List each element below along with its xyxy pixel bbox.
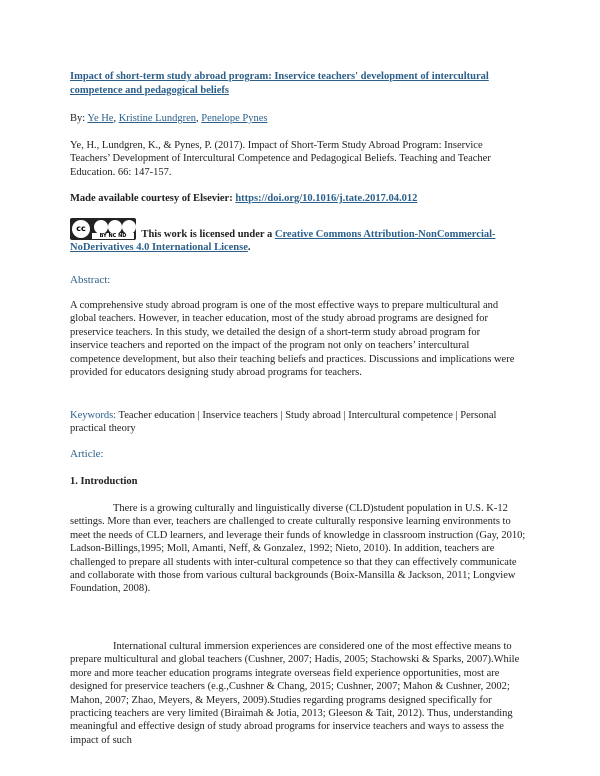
courtesy-text: Made available courtesy of Elsevier: <box>70 193 236 204</box>
section-title: 1. Introduction <box>70 476 138 487</box>
abstract-text: A comprehensive study abroad program is one of the most effective ways to prepare multicultural and global teachers. However, in teacher education, most of the study abroad programs are designed for preservice teachers. In this study, we detailed the design of a short-term study abroad program for inservice teachers and reported on the impact of the program not only on teachers’ intercultural competence development, but also their teaching beliefs and practices. Discussions and implications were provided for educators designing study abroad programs for teachers. <box>70 300 515 379</box>
license-statement <box>70 218 510 255</box>
doi-link[interactable]: https://doi.org/10.1016/j.tate.2017.04.012 <box>235 193 418 204</box>
by-person-icon <box>94 220 108 234</box>
document-page <box>70 70 535 746</box>
author-separator: , <box>196 113 202 124</box>
cc-badge-text: cc <box>72 220 90 238</box>
byline-prefix: By: <box>70 113 88 124</box>
nd-equal-icon <box>122 220 136 234</box>
nc-dollar-icon <box>108 220 122 234</box>
byline <box>70 112 267 125</box>
keywords-text: Teacher education | Inservice teachers | Study abroad | Intercultural competence | Personal practical theory <box>70 410 497 435</box>
citation: Ye, H., Lundgren, K., & Pynes, P. (2017). Impact of Short-Term Study Abroad Program: Inservice Teachers’ Development of Intercultural Competence and Pedagogical Beliefs. Teaching and Teacher Education. 66: 147-157. <box>70 140 491 178</box>
author-link-penelope-pynes[interactable]: Penelope Pynes <box>201 113 268 124</box>
body-paragraph-1: There is a growing culturally and linguistically diverse (CLD)student population in U.S. K-12 settings. More than ever, teachers are challenged to create culturally responsive learning environments to meet the needs of CLD learners, and leverage their funds of knowledge in classroom instruction (Gay, 2010; Ladson-Billings,1995; Moll, Amanti, Neff, & Gonzalez, 1992; Nieto, 2010). In addition, teachers are challenged to prepare all students with inter-cultural competence so that they can effectively communicate and collaborate with those from various cultural backgrounds (Boix-Mansilla & Jackson, 2011; Longview Foundation, 2008). <box>70 503 526 595</box>
courtesy-line <box>70 192 417 205</box>
body-paragraph-2: International cultural immersion experiences are considered one of the most effective means to prepare multicultural and global teachers (Cushner, 2007; Hadis, 2005; Stachowski & Sparks, 2007).While more and more teacher education programs integrate overseas field experience opportunities, most are designed for preservice teachers (e.g.,Cushner & Chang, 2015; Cushner, 2007; Mahon & Cushner, 2002; Mahon, 2007; Zhao, Meyers, & Meyers, 2009).Studies regarding programs designed specifically for practicing teachers are very limited (Biraimah & Jotia, 2013; Gleeson & Tait, 2012). Thus, understanding meaningful and effective design of study abroad programs for inservice teachers and ways to assess the impact of such <box>70 641 520 746</box>
license-suffix: . <box>247 242 251 254</box>
author-link-ye-he[interactable]: Ye He <box>87 113 114 124</box>
license-prefix: This work is licensed under a <box>139 229 275 240</box>
cc-license-badge-icon[interactable] <box>70 218 136 240</box>
abstract-heading: Abstract: <box>70 274 111 286</box>
author-link-kristine-lundgren[interactable]: Kristine Lundgren <box>118 113 196 124</box>
article-title-link[interactable]: Impact of short-term study abroad program: Inservice teachers' development of intercultural competence and pedagogical beliefs <box>70 71 489 96</box>
cc-license-link[interactable]: Creative Commons Attribution-NonCommercial-NoDerivatives 4.0 International License <box>70 229 496 254</box>
keywords-label: Keywords: <box>70 410 117 421</box>
article-heading: Article: <box>70 448 104 460</box>
author-separator: , <box>113 113 119 124</box>
keywords-line <box>70 409 525 436</box>
cc-badge-bar: BY NC ND <box>92 233 134 239</box>
